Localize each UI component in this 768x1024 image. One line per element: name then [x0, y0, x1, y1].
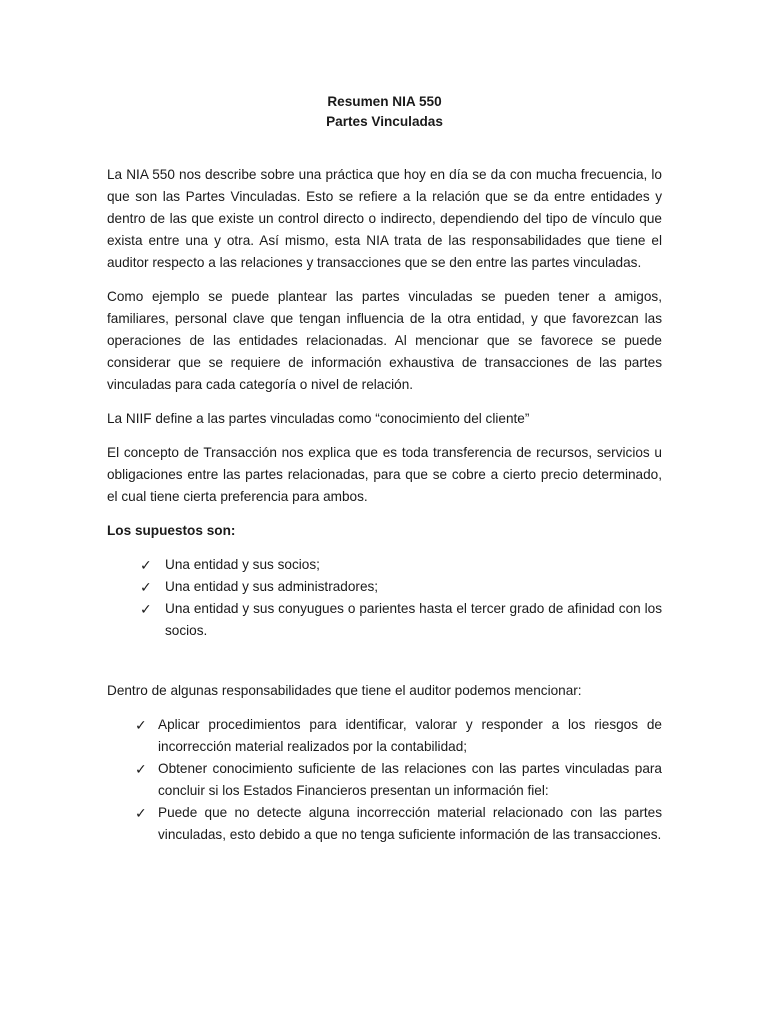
paragraph-example: Como ejemplo se puede plantear las partes vinculadas se pueden tener a amigos, familiares, personal clave que tengan influencia de la otra entidad, y que favorezcan las operaciones de las entidades relacionadas. Al mencionar que se favorece se puede considerar que se requiere de información exhaustiva de transacciones de las partes vinculadas para cada categoría o nivel de relación. [107, 289, 662, 392]
document-title: Resumen NIA 550 [327, 94, 442, 109]
checkmark-icon: ✓ [135, 805, 147, 821]
list-item [107, 576, 662, 598]
list-item-text: Una entidad y sus administradores; [165, 579, 379, 594]
checkmark-icon: ✓ [140, 579, 152, 595]
supuestos-heading: Los supuestos son: [107, 523, 236, 538]
checkmark-icon: ✓ [135, 717, 147, 733]
responsabilidades-intro: Dentro de algunas responsabilidades que tiene el auditor podemos mencionar: [107, 683, 582, 698]
checkmark-icon: ✓ [135, 761, 147, 777]
document-page [107, 92, 662, 846]
paragraph-niif: La NIIF define a las partes vinculadas como “conocimiento del cliente” [107, 411, 530, 426]
list-item-text: Obtener conocimiento suficiente de las relaciones con las partes vinculadas para concluir si los Estados Financieros presentan un información fiel: [158, 761, 662, 798]
list-item [107, 598, 662, 642]
checkmark-icon: ✓ [140, 601, 152, 617]
checkmark-icon: ✓ [140, 557, 152, 573]
list-item-text: Puede que no detecte alguna incorrección material relacionado con las partes vinculadas, esto debido a que no tenga suficiente información de las transacciones. [158, 805, 662, 842]
list-item [107, 758, 662, 802]
paragraph-intro: La NIA 550 nos describe sobre una práctica que hoy en día se da con mucha frecuencia, lo que son las Partes Vinculadas. Esto se refiere a la relación que se da entre entidades y dentro de las que existe un control directo o indirecto, dependiendo del tipo de vínculo que exista entre una y otra. Así mismo, esta NIA trata de las responsabilidades que tiene el auditor respecto a las relaciones y transacciones que se den entre las partes vinculadas. [107, 167, 662, 270]
list-item-text: Una entidad y sus conyugues o parientes hasta el tercer grado de afinidad con los socios. [165, 601, 662, 638]
paragraph-transaccion: El concepto de Transacción nos explica que es toda transferencia de recursos, servicios u obligaciones entre las partes relacionadas, para que se cobre a cierto precio determinado, el cual tiene cierta preferencia para ambos. [107, 445, 662, 504]
list-item-text: Aplicar procedimientos para identificar, valorar y responder a los riesgos de incorrección material realizados por la contabilidad; [158, 717, 662, 754]
list-item [107, 554, 662, 576]
list-item-text: Una entidad y sus socios; [165, 557, 320, 572]
list-item [107, 714, 662, 758]
supuestos-list [107, 554, 662, 642]
responsabilidades-list [107, 714, 662, 846]
list-item [107, 802, 662, 846]
document-subtitle: Partes Vinculadas [326, 114, 443, 129]
